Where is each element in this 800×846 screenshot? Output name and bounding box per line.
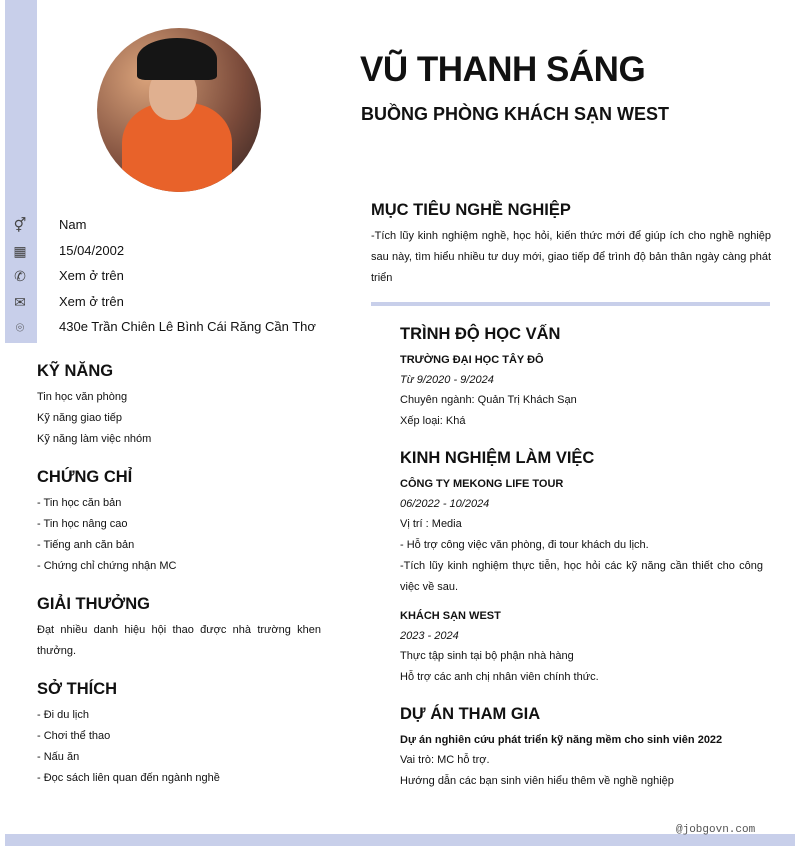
job-entry	[400, 606, 763, 688]
job-entry	[400, 474, 763, 598]
list-item: - Chứng chỉ chứng nhận MC	[37, 560, 177, 572]
project-name: Dự án nghiên cứu phát triển kỹ năng mềm cho sinh viên 2022	[400, 734, 723, 746]
job-period: 2023 - 2024	[400, 630, 459, 642]
birthdate-value: 15/04/2002	[59, 242, 125, 258]
section-title: CHỨNG CHỈ	[37, 468, 133, 486]
job-title: BUỒNG PHÒNG KHÁCH SẠN WEST	[361, 104, 670, 124]
awards-section	[37, 594, 321, 662]
section-title: DỰ ÁN THAM GIA	[400, 705, 541, 723]
contact-info	[0, 213, 360, 341]
section-title: GIẢI THƯỞNG	[37, 595, 151, 613]
list-item: Kỹ năng làm việc nhóm	[37, 433, 152, 445]
project-line: Vai trò: MC hỗ trợ.	[400, 754, 490, 766]
calendar-icon: ▦	[13, 242, 27, 259]
hobbies-section	[37, 679, 321, 789]
list-item: Kỹ năng giao tiếp	[37, 412, 123, 424]
contact-email	[0, 290, 360, 316]
list-item: - Tiếng anh căn bản	[37, 539, 135, 551]
list-item: - Chơi thể thao	[37, 730, 111, 742]
school-name: TRƯỜNG ĐẠI HỌC TÂY ĐÔ	[400, 354, 544, 366]
section-title: KỸ NĂNG	[37, 362, 114, 380]
contact-gender	[0, 213, 360, 239]
phone-icon: ✆	[14, 268, 26, 285]
email-value: Xem ở trên	[59, 293, 124, 309]
education-period: Từ 9/2020 - 9/2024	[400, 374, 494, 386]
major: Chuyên ngành: Quản Trị Khách Sạn	[400, 394, 577, 406]
gender-value: Nam	[59, 217, 87, 232]
section-title: SỞ THÍCH	[37, 680, 118, 698]
section-title: MỤC TIÊU NGHỀ NGHIỆP	[371, 201, 571, 219]
right-column	[400, 324, 763, 792]
job-line: Hỗ trợ các anh chị nhân viên chính thức.	[400, 671, 599, 683]
awards-text: Đạt nhiều danh hiệu hội thao được nhà trường khen thưởng.	[37, 624, 321, 657]
objective-text: -Tích lũy kinh nghiệm nghề, học hỏi, kiến thức mới để giúp ích cho nghề nghiệp sau này, tìm hiểu nhiều tư duy mới, giao tiếp để trình độ bản thân ngày càng phát triển	[371, 230, 771, 284]
education-section	[400, 324, 763, 432]
job-line: Thực tập sinh tại bộ phận nhà hàng	[400, 650, 574, 662]
list-item: - Tin học nâng cao	[37, 518, 128, 530]
address-value: 430e Trần Chiên Lê Bình Cái Răng Cần Thơ	[59, 319, 316, 335]
list-item: - Tin học căn bản	[37, 497, 122, 509]
section-divider	[371, 302, 770, 306]
contact-phone	[0, 264, 360, 290]
skills-section	[37, 361, 321, 450]
list-item: - Đi du lịch	[37, 709, 89, 721]
mail-icon: ✉	[14, 293, 26, 310]
certificates-section	[37, 467, 321, 577]
job-line: -Tích lũy kinh nghiệm thực tiễn, học hỏi các kỹ năng cần thiết cho công việc về sau.	[400, 560, 763, 593]
projects-section	[400, 704, 763, 792]
contact-address	[0, 315, 360, 341]
section-title: KINH NGHIỆM LÀM VIỆC	[400, 449, 595, 467]
company-name: KHÁCH SẠN WEST	[400, 610, 501, 622]
gender-icon: ⚥	[13, 217, 27, 233]
experience-section	[400, 448, 763, 688]
contact-birthdate	[0, 239, 360, 265]
job-period: 06/2022 - 10/2024	[400, 498, 490, 510]
location-icon: ⌾	[15, 319, 25, 336]
list-item: Tin học văn phòng	[37, 391, 128, 403]
candidate-name: VŨ THANH SÁNG	[360, 50, 646, 89]
project-line: Hướng dẫn các bạn sinh viên hiểu thêm về nghề nghiệp	[400, 775, 674, 787]
left-column	[37, 361, 321, 789]
job-line: - Hỗ trợ công việc văn phòng, đi tour khách du lịch.	[400, 539, 649, 551]
list-item: - Nấu ăn	[37, 751, 80, 763]
profile-photo	[97, 28, 261, 192]
job-line: Vị trí : Media	[400, 518, 462, 530]
grade: Xếp loại: Khá	[400, 415, 466, 427]
list-item: - Đọc sách liên quan đến ngành nghề	[37, 772, 220, 784]
company-name: CÔNG TY MEKONG LIFE TOUR	[400, 478, 564, 490]
section-title: TRÌNH ĐỘ HỌC VẤN	[400, 325, 561, 343]
objective-section	[371, 200, 771, 289]
watermark: @jobgovn.com	[676, 824, 756, 836]
phone-value: Xem ở trên	[59, 268, 124, 284]
